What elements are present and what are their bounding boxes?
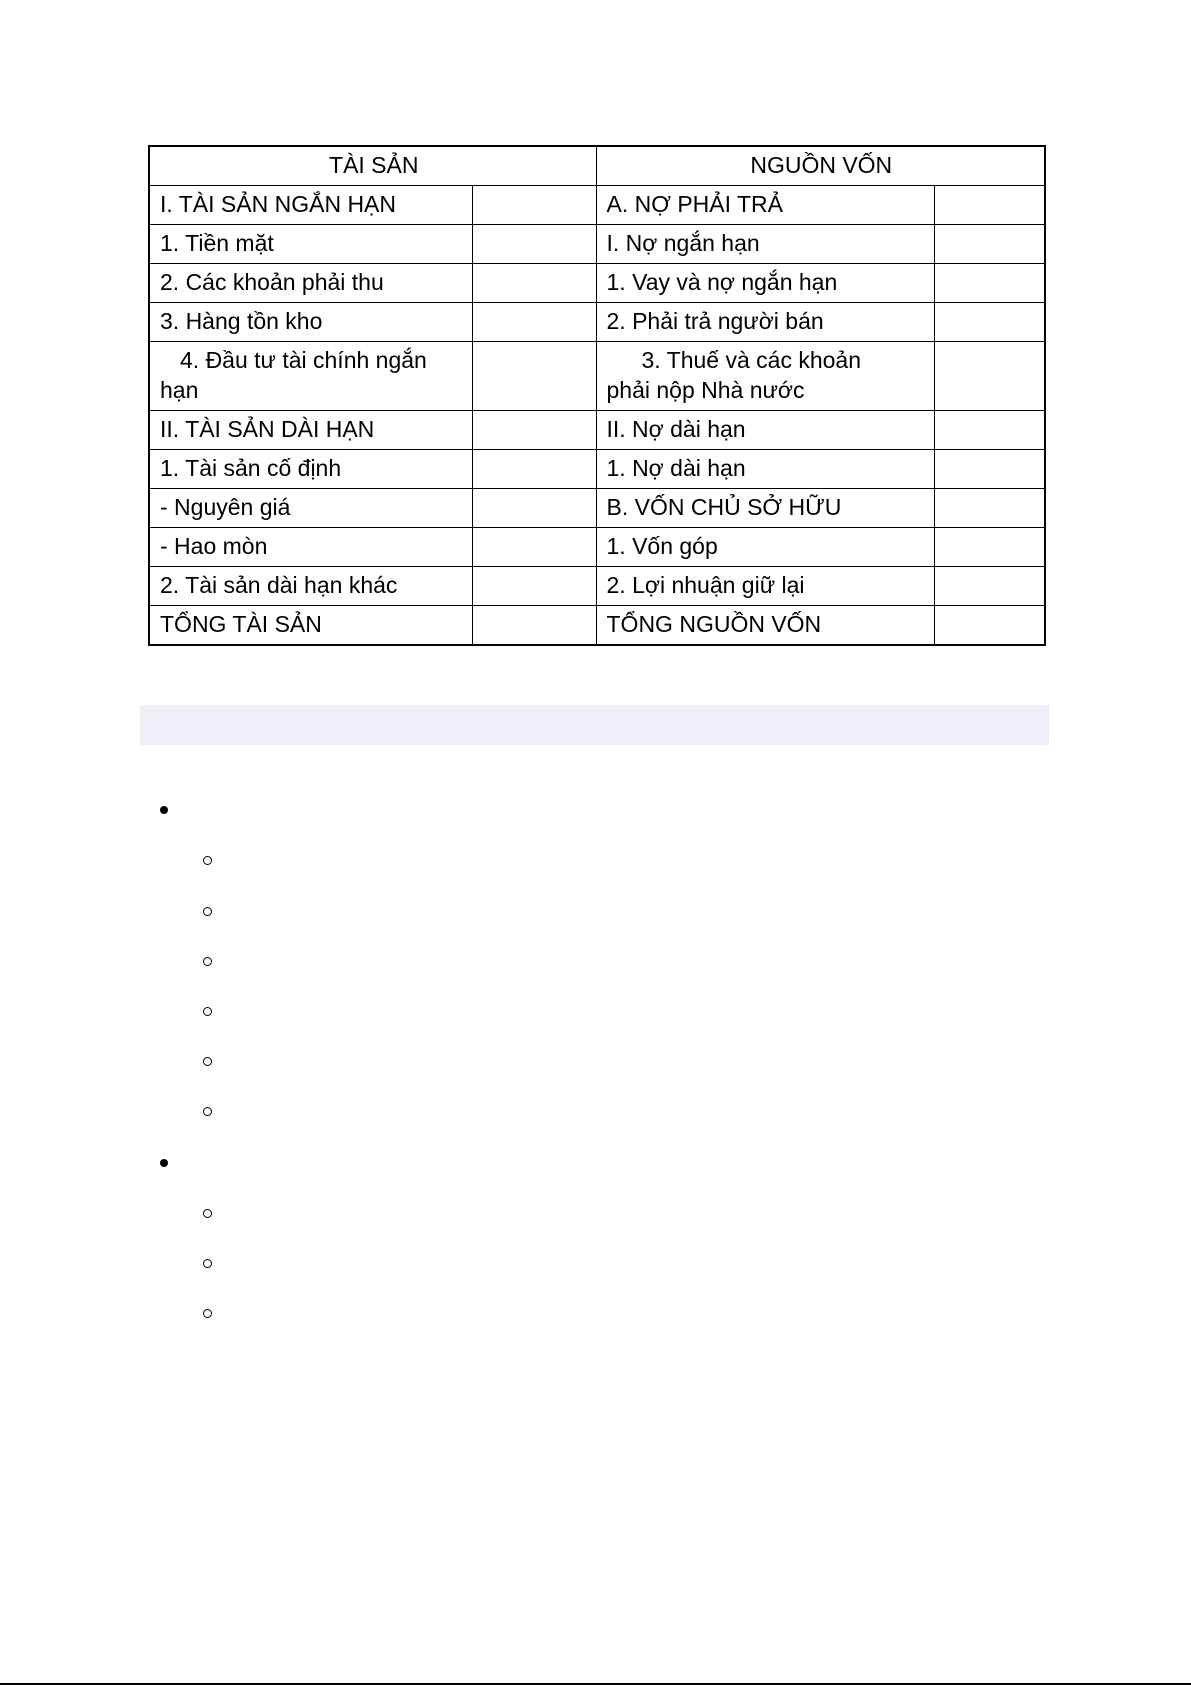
sources-header: NGUỒN VỐN <box>596 146 1045 186</box>
asset-total-label: TỔNG TÀI SẢN <box>149 606 472 646</box>
source-value-cell <box>934 264 1045 303</box>
asset-label: - Hao mòn <box>149 528 472 567</box>
source-value-cell <box>934 489 1045 528</box>
source-label: B. VỐN CHỦ SỞ HỮU <box>596 489 934 528</box>
asset-label-line-1: 4. Đầu tư tài chính ngắn <box>180 347 427 373</box>
table-row <box>149 264 1045 303</box>
assets-header: TÀI SẢN <box>149 146 596 186</box>
source-label: A. NỢ PHẢI TRẢ <box>596 186 934 225</box>
asset-label: 1. Tiền mặt <box>149 225 472 264</box>
table-row <box>149 411 1045 450</box>
source-value-cell <box>934 567 1045 606</box>
source-value-cell <box>934 303 1045 342</box>
source-value-cell <box>934 411 1045 450</box>
asset-label: I. TÀI SẢN NGẮN HẠN <box>149 186 472 225</box>
source-value-cell <box>934 342 1045 411</box>
asset-label <box>149 342 472 411</box>
bullet-disc <box>160 806 168 814</box>
table-row <box>149 225 1045 264</box>
asset-value-cell <box>472 303 596 342</box>
table-row <box>149 567 1045 606</box>
asset-label: II. TÀI SẢN DÀI HẠN <box>149 411 472 450</box>
table-header-row <box>149 146 1045 186</box>
source-value-cell <box>934 225 1045 264</box>
table-row <box>149 606 1045 646</box>
source-label: 1. Vốn góp <box>596 528 934 567</box>
bullet-circle <box>203 856 212 865</box>
source-label <box>596 342 934 411</box>
asset-label: - Nguyên giá <box>149 489 472 528</box>
source-label: II. Nợ dài hạn <box>596 411 934 450</box>
asset-value-cell <box>472 225 596 264</box>
asset-value-cell <box>472 342 596 411</box>
source-label: 2. Lợi nhuận giữ lại <box>596 567 934 606</box>
asset-label: 2. Tài sản dài hạn khác <box>149 567 472 606</box>
source-value-cell <box>934 450 1045 489</box>
table-row <box>149 489 1045 528</box>
source-value-cell <box>934 186 1045 225</box>
bullet-disc <box>160 1159 168 1167</box>
source-label: 1. Vay và nợ ngắn hạn <box>596 264 934 303</box>
bullet-circle <box>203 1209 212 1218</box>
asset-value-cell <box>472 528 596 567</box>
asset-label: 3. Hàng tồn kho <box>149 303 472 342</box>
asset-label: 1. Tài sản cố định <box>149 450 472 489</box>
bullet-circle <box>203 1007 212 1016</box>
table-row <box>149 342 1045 411</box>
asset-label: 2. Các khoản phải thu <box>149 264 472 303</box>
table-row <box>149 528 1045 567</box>
source-total-label: TỔNG NGUỒN VỐN <box>596 606 934 646</box>
source-label: I. Nợ ngắn hạn <box>596 225 934 264</box>
asset-value-cell <box>472 489 596 528</box>
table-row <box>149 450 1045 489</box>
asset-value-cell <box>472 567 596 606</box>
asset-value-cell <box>472 264 596 303</box>
source-label: 1. Nợ dài hạn <box>596 450 934 489</box>
highlighted-heading-bar <box>140 705 1049 745</box>
source-label-line-1: 3. Thuế và các khoản <box>641 347 861 373</box>
asset-value-cell <box>472 186 596 225</box>
asset-total-value-cell <box>472 606 596 646</box>
source-label-line-2: phải nộp Nhà nước <box>606 377 805 403</box>
bullet-circle <box>203 1309 212 1318</box>
asset-label-line-2: hạn <box>160 377 199 403</box>
asset-value-cell <box>472 411 596 450</box>
table-row <box>149 303 1045 342</box>
source-value-cell <box>934 528 1045 567</box>
asset-value-cell <box>472 450 596 489</box>
bullet-circle <box>203 1057 212 1066</box>
source-total-value-cell <box>934 606 1045 646</box>
balance-sheet-table <box>148 145 1046 646</box>
bullet-circle <box>203 957 212 966</box>
bullet-circle <box>203 1107 212 1116</box>
bullet-circle <box>203 907 212 916</box>
bullet-circle <box>203 1259 212 1268</box>
table-row <box>149 186 1045 225</box>
source-label: 2. Phải trả người bán <box>596 303 934 342</box>
